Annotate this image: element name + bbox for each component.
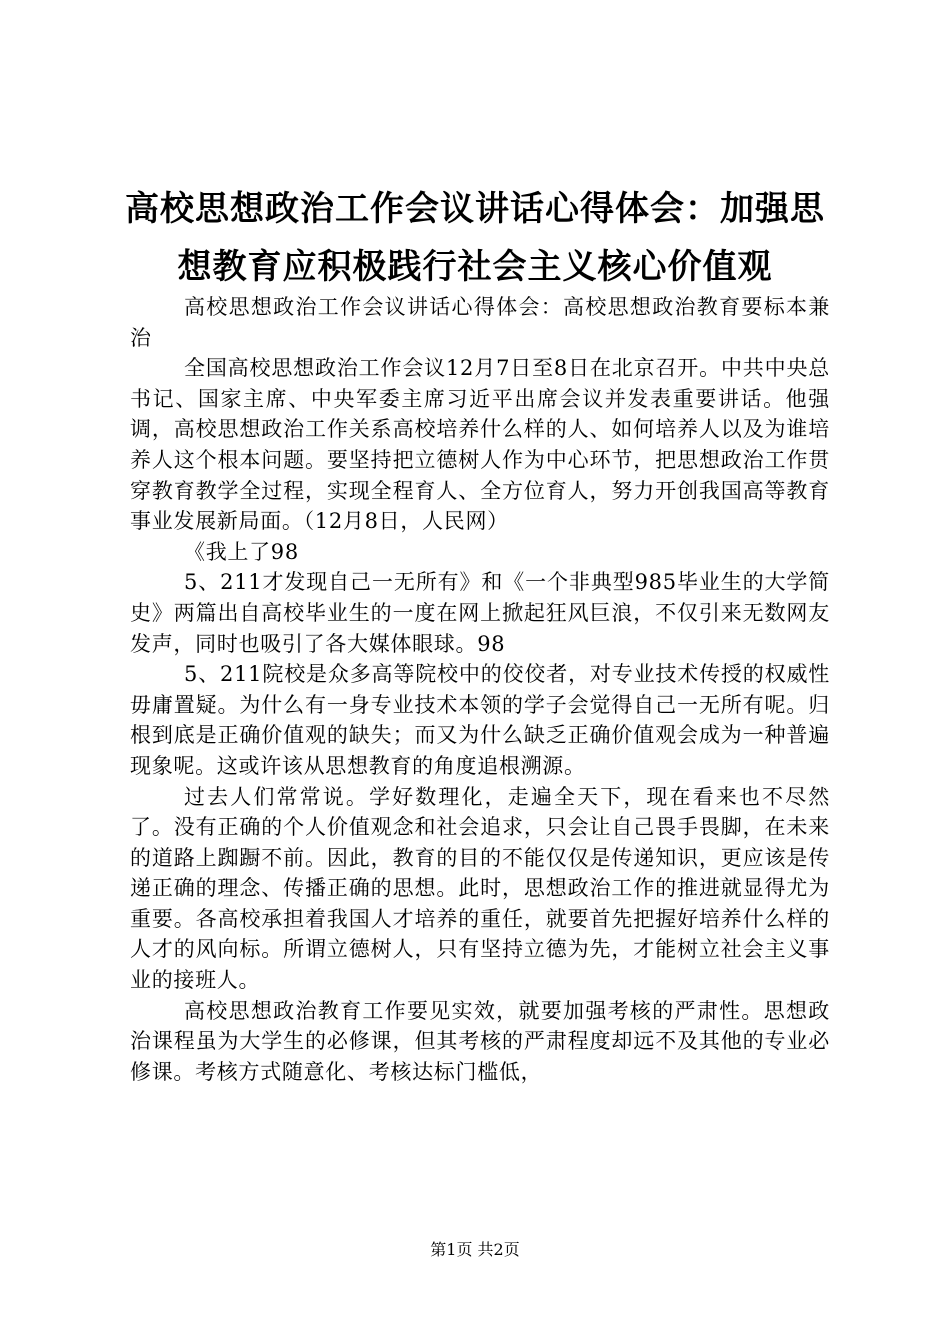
page-number-footer: 第1页 共2页 <box>430 1240 520 1259</box>
paragraph-values: 5、211院校是众多高等院校中的佼佼者，对专业技术传授的权威性毋庸置疑。为什么有一身专业技术本领的学子会觉得自己一无所有呢。归根到底是正确价值观的缺失；而又为什么缺乏正确价值观会成为一种普遍现象呢。这或许该从思想教育的角度追根溯源。 <box>130 662 830 778</box>
paragraph-fragment: 《我上了98 <box>184 539 299 564</box>
paragraph-news-lead: 全国高校思想政治工作会议12月7日至8日在北京召开。中共中央总书记、国家主席、中央军委主席习近平出席会议并发表重要讲话。他强调，高校思想政治工作关系高校培养什么样的人、如何培养人以及为谁培养人这个根本问题。要坚持把立德树人作为中心环节，把思想政治工作贯穿教育教学全过程，实现全程育人、全方位育人，努力开创我国高等教育事业发展新局面。（12月8日，人民网） <box>130 356 830 534</box>
paragraph-subtitle: 高校思想政治工作会议讲话心得体会：高校思想政治教育要标本兼治 <box>130 295 830 350</box>
document-title: 高校思想政治工作会议讲话心得体会：加强思想教育应积极践行社会主义核心价值观 <box>125 189 825 287</box>
paragraph-articles: 5、211才发现自己一无所有》和《一个非典型985毕业生的大学简史》两篇出自高校毕业生的一度在网上掀起狂风巨浪，不仅引来无数网友发声，同时也吸引了各大媒体眼球。98 <box>130 570 830 656</box>
document-body <box>130 292 830 1087</box>
paragraph-education-goal: 过去人们常常说。学好数理化，走遍全天下，现在看来也不尽然了。没有正确的个人价值观念和社会追求，只会让自己畏手畏脚，在未来的道路上踟蹰不前。因此，教育的目的不能仅仅是传递知识，更应该是传递正确的理念、传播正确的思想。此时，思想政治工作的推进就显得尤为重要。各高校承担着我国人才培养的重任，就要首先把握好培养什么样的人才的风向标。所谓立德树人，只有坚持立德为先，才能树立社会主义事业的接班人。 <box>130 784 830 993</box>
paragraph-assessment: 高校思想政治教育工作要见实效，就要加强考核的严肃性。思想政治课程虽为大学生的必修课，但其考核的严肃程度却远不及其他的专业必修课。考核方式随意化、考核达标门槛低， <box>130 998 830 1084</box>
